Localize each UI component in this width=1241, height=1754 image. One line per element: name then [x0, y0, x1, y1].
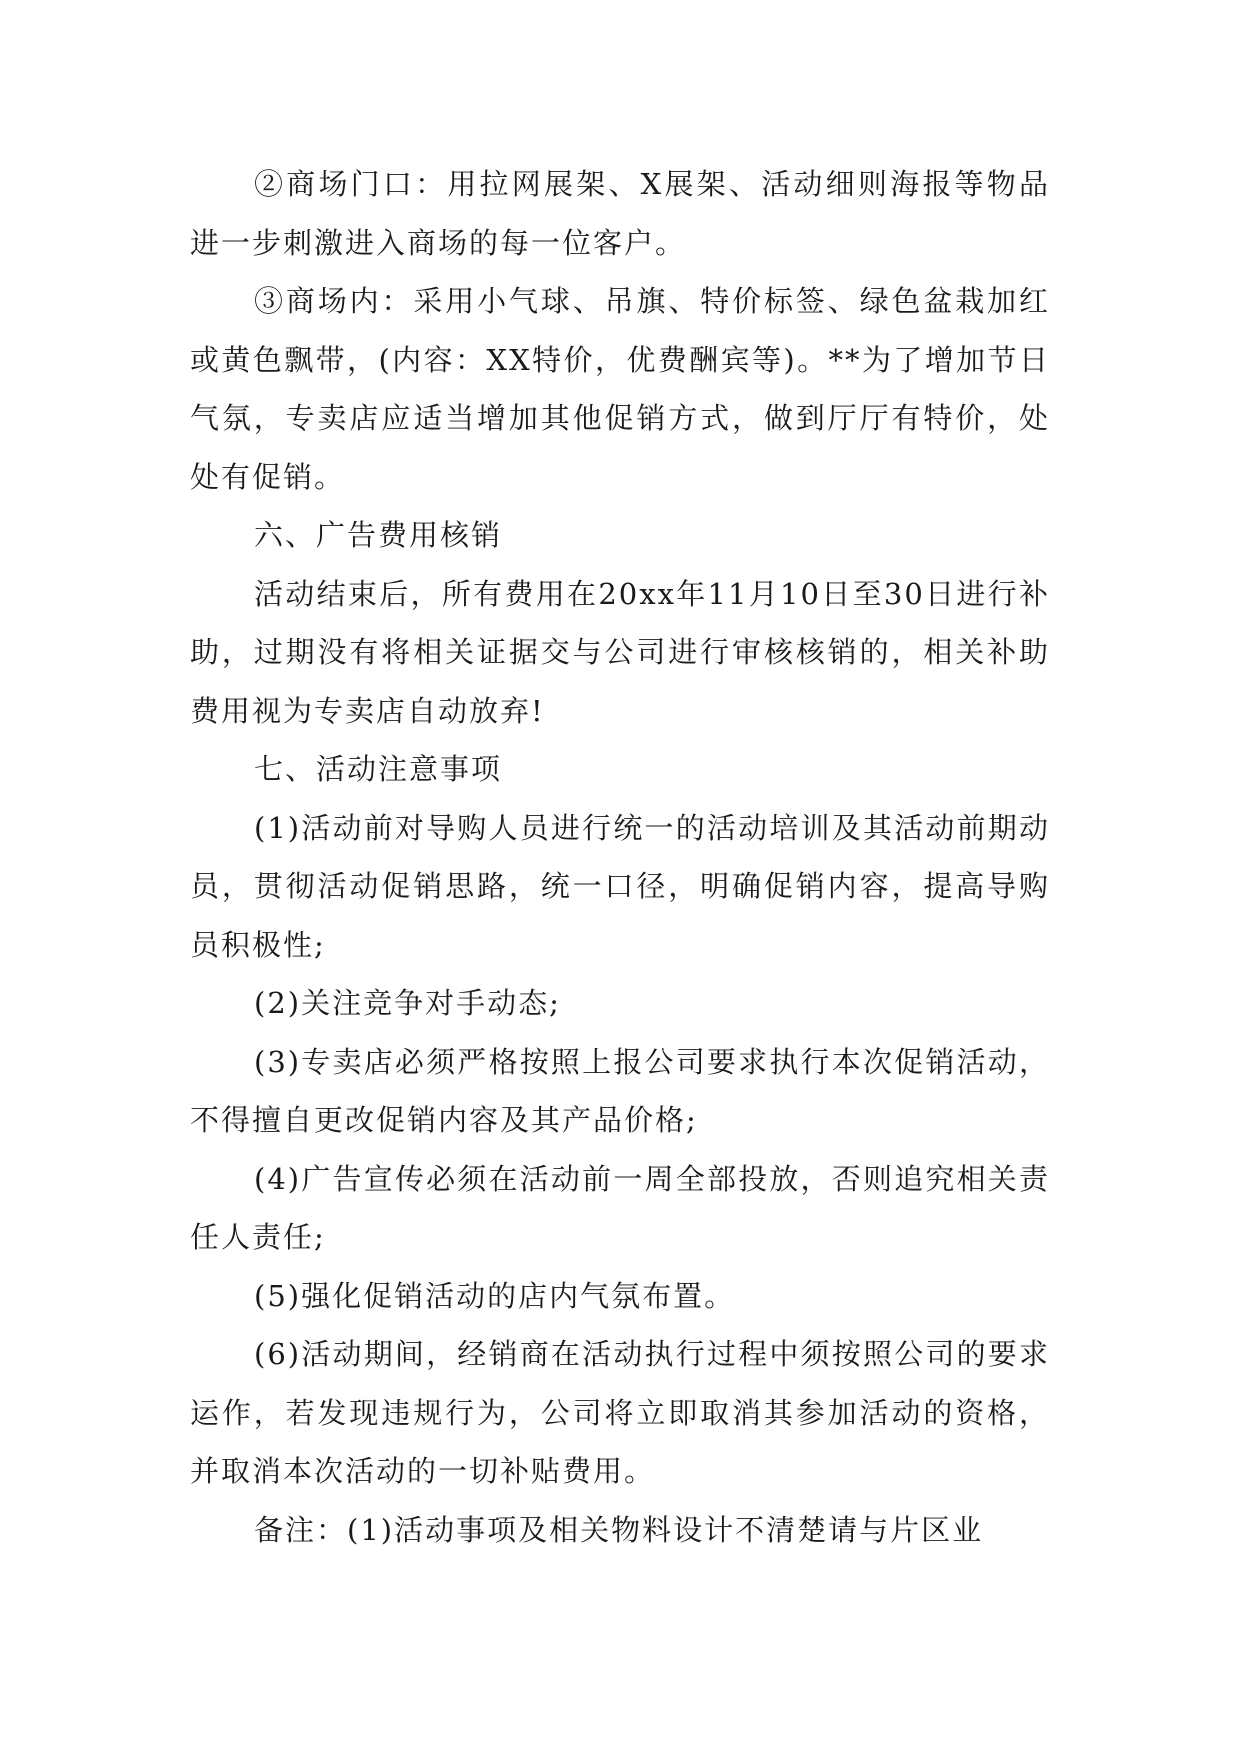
remarks-paragraph: 备注：(1)活动事项及相关物料设计不清楚请与片区业 — [254, 1512, 984, 1547]
paragraph-in-store: ③商场内：采用小气球、吊旗、特价标签、绿色盆栽加红或黄色飘带，(内容：XX特价，优费酬宾等)。**为了增加节日气氛，专卖店应适当增加其他促销方式，做到厅厅有特价，处处有促销。 — [190, 284, 1050, 494]
section-heading-ad-costs: 六、广告费用核销 — [254, 518, 503, 552]
note-item-3: (3)专卖店必须严格按照上报公司要求执行本次促销活动，不得擅自更改促销内容及其产品价格; — [190, 1044, 1050, 1137]
note-item-5: (5)强化促销活动的店内气氛布置。 — [254, 1278, 736, 1313]
document-body — [190, 155, 1050, 1559]
paragraph-store-entrance: ②商场门口：用拉网展架、X展架、活动细则海报等物品进一步刺激进入商场的每一位客户。 — [190, 167, 1050, 260]
note-item-1: (1)活动前对导购人员进行统一的活动培训及其活动前期动员，贯彻活动促销思路，统一口径，明确促销内容，提高导购员积极性; — [190, 810, 1050, 962]
paragraph-cost-reimbursement: 活动结束后，所有费用在20xx年11月10日至30日进行补助，过期没有将相关证据交与公司进行审核核销的，相关补助费用视为专卖店自动放弃! — [190, 576, 1050, 728]
note-item-4: (4)广告宣传必须在活动前一周全部投放，否则追究相关责任人责任; — [190, 1161, 1050, 1254]
section-heading-notes: 七、活动注意事项 — [254, 752, 503, 786]
note-item-6: (6)活动期间，经销商在活动执行过程中须按照公司的要求运作，若发现违规行为，公司将立即取消其参加活动的资格，并取消本次活动的一切补贴费用。 — [190, 1337, 1050, 1488]
note-item-2: (2)关注竞争对手动态; — [254, 986, 561, 1020]
